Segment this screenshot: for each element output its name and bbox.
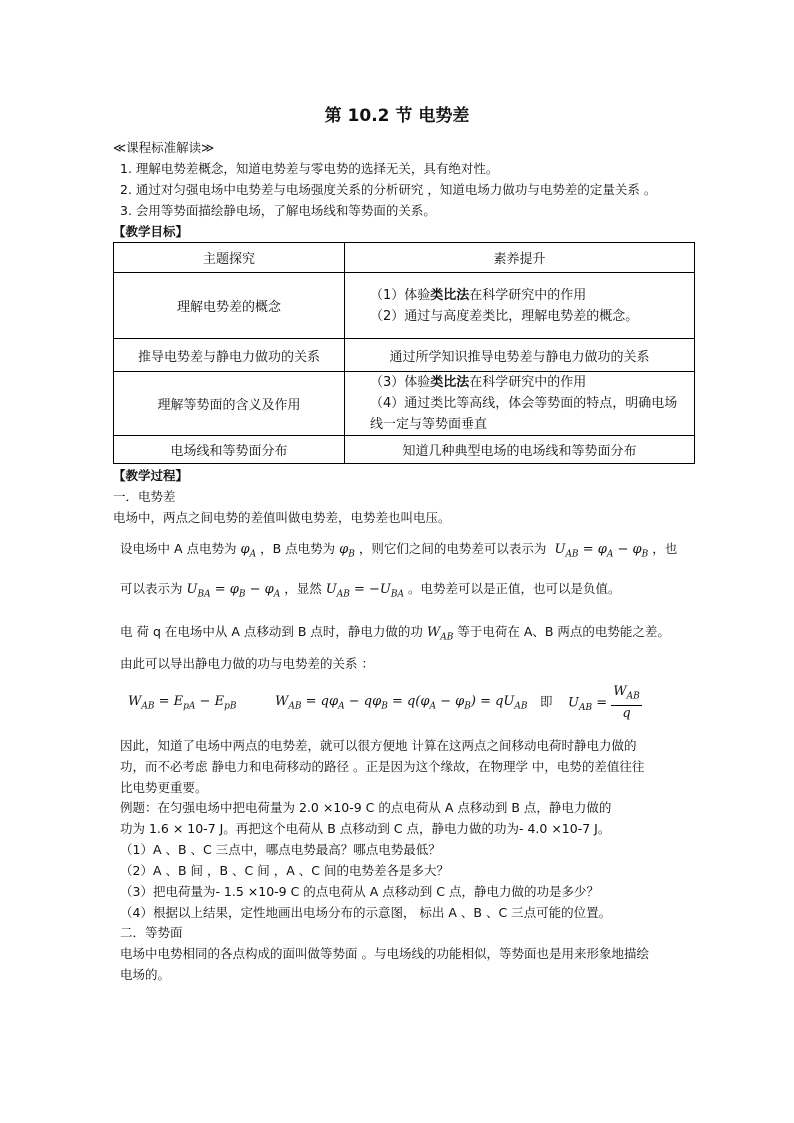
table-header: 主题探究 [114, 243, 345, 273]
example-line: 例题：在匀强电场中把电荷量为 2.0 ×10-9 C 的点电荷从 A 点移动到 B 点，静电力做的 [120, 800, 612, 815]
topic-cell: 电场线和等势面分布 [114, 436, 345, 464]
skill-line [370, 285, 694, 306]
skill-cell [345, 372, 695, 436]
definition-text: 电场中，两点之间电势的差值叫做电势差，电势差也叫电压。 [113, 510, 451, 525]
formula: $U_{AB} = \varphi_A - \varphi_B$ [550, 542, 649, 560]
formula: $U_{AB} = -U_{BA}$ [325, 582, 404, 600]
paragraph-line: 比电势更重要。 [120, 780, 208, 795]
paragraph-line: 因此，知道了电场中两点的电势差，就可以很方便地 计算在这两点之间移动电荷时静电力做的 [120, 738, 637, 753]
formula: $\varphi_A$ [240, 542, 257, 560]
paragraph-line [120, 624, 670, 646]
formula: $U_{AB}$ = $\frac{W_{AB}}{q}$ [568, 684, 640, 721]
skill-line-a: （3）体验 [370, 375, 431, 390]
paragraph-line: 功，而不必考虑 静电力和电荷移动的路径 。正是因为这个缘故，在物理学 中，电势的差值往往 [120, 759, 645, 774]
standard-item: 2. 通过对匀强电场中电势差与电场强度关系的分析研究 ，知道电场力做功与电势差的定量关系 。 [120, 182, 657, 197]
skill-line: （4）通过类比等高线，体会等势面的特点，明确电场 [370, 396, 678, 411]
skill-line-c: 在科学研究中的作用 [469, 375, 587, 390]
standard-item: 3. 会用等势面描绘静电场，了解电场线和等势面的关系。 [120, 203, 436, 218]
text-run: 等于电荷在 A、B 两点的电势能之差。 [457, 624, 670, 639]
formula: $\varphi_B$ [339, 542, 355, 560]
skill-cell: 知道几种典型电场的电场线和等势面分布 [345, 436, 695, 464]
example-line: 功为 1.6 × 10-7 J。再把这个电荷从 B 点移动到 C 点，静电力做的功为- 4.0 ×10-7 J。 [120, 821, 611, 836]
table-row [114, 372, 695, 436]
topic-cell: 理解电势差的概念 [114, 273, 345, 339]
formula: $W_{AB} = E_{pA} - E_{pB}$ [128, 694, 237, 712]
example-line: （4）根据以上结果，定性地画出电场分布的示意图， 标出 A 、B 、C 三点可能的位置。 [120, 905, 612, 920]
formula: $W_{AB}$ [426, 625, 454, 643]
skill-line-b: 类比法 [430, 287, 470, 303]
text-run: 电 荷 q 在电场中从 A 点移动到 B 点时，静电力做的功 [120, 624, 423, 639]
page-title: 第 10.2 节 电势差 [324, 106, 470, 126]
paragraph-line [120, 581, 620, 603]
paragraph-line: 由此可以导出静电力做的功与电势差的关系 ： [120, 656, 374, 671]
topic-cell: 理解等势面的含义及作用 [114, 372, 345, 436]
standard-heading: ≪课程标准解读≫ [113, 140, 215, 155]
skill-cell [345, 273, 695, 339]
skill-line-b: 类比法 [430, 375, 470, 390]
text-run: ，也 [652, 541, 678, 556]
table-header: 素养提升 [345, 243, 695, 273]
text-run: 。电势差可以是正值，也可以是负值。 [407, 581, 621, 596]
text-run: 设电场中 A 点电势为 [120, 541, 237, 556]
table-row [114, 273, 695, 339]
example-line: （2）A 、B 间 ，B 、C 间 ，A 、C 间的电势差各是多大？ [120, 863, 449, 878]
goals-table [113, 242, 695, 464]
table-row [114, 436, 695, 464]
process-heading: 【教学过程】 [113, 468, 189, 483]
paragraph-line: 电场的。 [120, 967, 171, 982]
topic-cell: 推导电势差与静电力做功的关系 [114, 339, 345, 372]
text-run: ，显然 [284, 581, 322, 596]
skill-line-c: 在科学研究中的作用 [469, 287, 587, 303]
skill-line-a: （1）体验 [370, 287, 431, 303]
text-run: 可以表示为 [120, 581, 183, 596]
skill-cell: 通过所学知识推导电势差与静电力做功的关系 [345, 339, 695, 372]
paragraph-line: 电场中电势相同的各点构成的面叫做等势面 。与电场线的功能相似，等势面也是用来形象地描绘 [120, 946, 649, 961]
skill-line [370, 372, 694, 393]
text-run: ，B 点电势为 [260, 541, 336, 556]
section-title: 一．电势差 [113, 489, 176, 504]
paragraph-line [120, 541, 677, 563]
table-row [114, 339, 695, 372]
text-run: ，则它们之间的电势差可以表示为 [358, 541, 547, 556]
formula: $W_{AB} = q\varphi_A - q\varphi_B = q(\varphi_A - \varphi_B) = qU_{AB}$ [275, 694, 528, 712]
skill-line: 线一定与等势面垂直 [370, 417, 488, 432]
fraction: $\frac{W_{AB}}{q}$ [613, 684, 640, 721]
example-line: （1）A 、B 、C 三点中，哪点电势最高？哪点电势最低？ [120, 842, 441, 857]
goals-heading: 【教学目标】 [113, 224, 189, 239]
skill-line: （2）通过与高度差类比，理解电势差的概念。 [370, 308, 639, 324]
section-title: 二．等势面 [120, 925, 183, 940]
table-header-row [114, 243, 695, 273]
ji-label: 即 [540, 694, 553, 709]
example-line: （3）把电荷量为- 1.5 ×10-9 C 的点电荷从 A 点移动到 C 点，静电力做的功是多少？ [120, 884, 599, 899]
formula: $U_{BA} = \varphi_B - \varphi_A$ [186, 582, 281, 600]
standard-item: 1. 理解电势差概念，知道电势差与零电势的选择无关，具有绝对性。 [120, 161, 499, 176]
